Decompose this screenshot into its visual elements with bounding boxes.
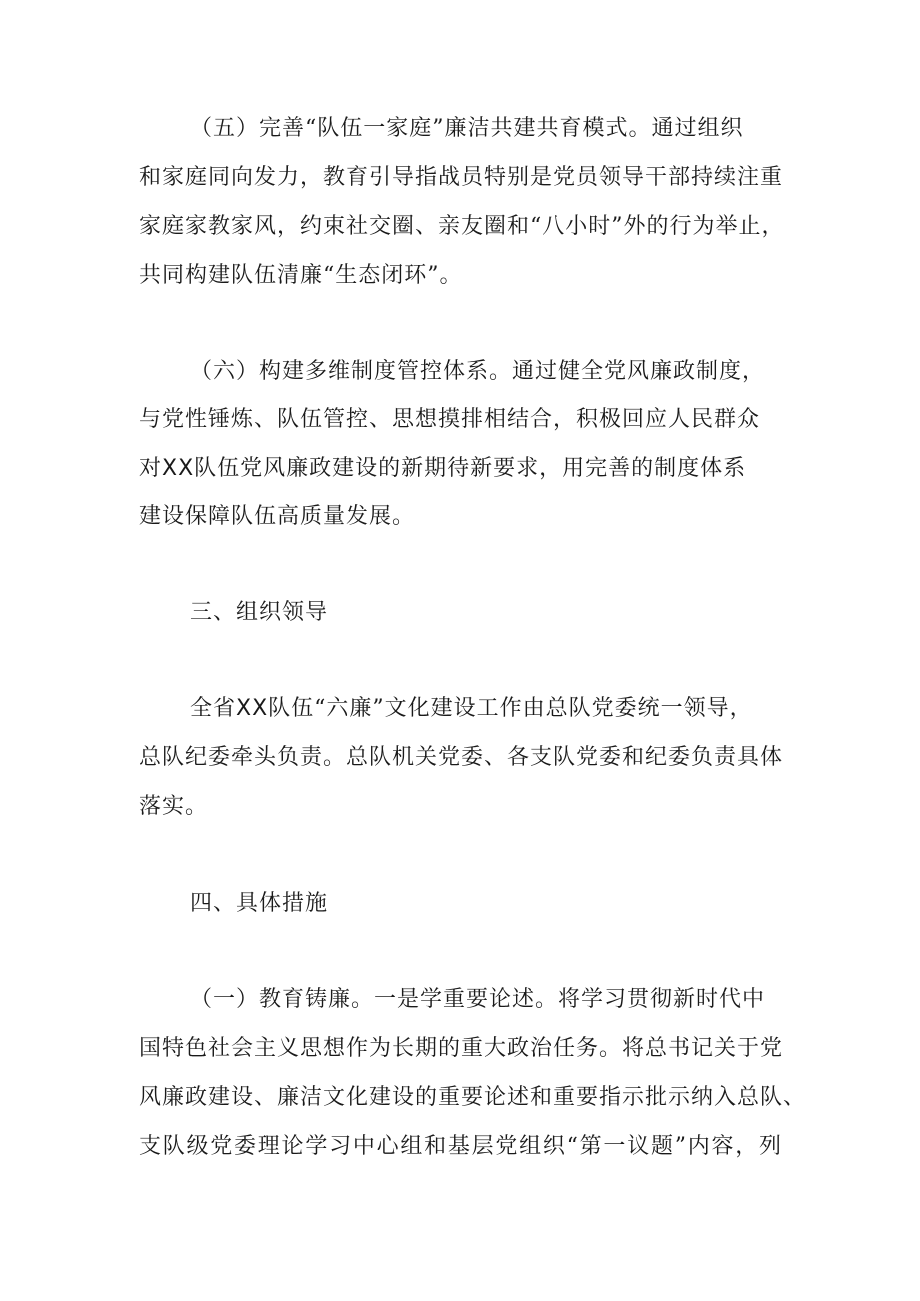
section-heading-4: 四、具体措施 (190, 891, 329, 916)
section-heading-3: 三、组织领导 (190, 600, 329, 625)
paragraph-6-line-1: （六）构建多维制度管控体系。通过健全党风廉政制度， (190, 359, 766, 384)
paragraph-7-line-1: 全省XX队伍“六廉”文化建设工作由总队党委统一领导， (190, 696, 753, 721)
paragraph-8-line-3: 风廉政建设、廉洁文化建设的重要论述和重要指示批示纳入总队、 (139, 1085, 807, 1110)
paragraph-7-line-2: 总队纪委牵头负责。总队机关党委、各支队党委和纪委负责具体 (139, 745, 784, 770)
paragraph-8-line-2: 国特色社会主义思想作为长期的重大政治任务。将总书记关于党 (139, 1036, 784, 1061)
placeholder-xx: XX (162, 456, 195, 481)
paragraph-8-line-4: 支队级党委理论学习中心组和基层党组织“第一议题”内容，列 (139, 1134, 782, 1159)
paragraph-5-line-3: 家庭家教家风，约束社交圈、亲友圈和“八小时”外的行为举止， (139, 214, 785, 239)
paragraph-7-line-3: 落实。 (139, 794, 209, 819)
paragraph-5-line-1: （五）完善“队伍一家庭”廉洁共建共育模式。通过组织 (190, 116, 744, 141)
paragraph-6-line-3: 对XX队伍党风廉政建设的新期待新要求，用完善的制度体系 (139, 456, 747, 481)
placeholder-xx: XX (236, 696, 269, 721)
paragraph-8-line-1: （一）教育铸廉。一是学重要论述。将学习贯彻新时代中 (190, 987, 766, 1012)
paragraph-5-line-4: 共同构建队伍清廉“生态闭环”。 (139, 263, 463, 288)
paragraph-6-line-4: 建设保障队伍高质量发展。 (139, 504, 416, 529)
paragraph-6-line-2: 与党性锤炼、队伍管控、思想摸排相结合，积极回应人民群众 (139, 407, 761, 432)
paragraph-5-line-2: 和家庭同向发力，教育引导指战员特别是党员领导干部持续注重 (139, 165, 784, 190)
